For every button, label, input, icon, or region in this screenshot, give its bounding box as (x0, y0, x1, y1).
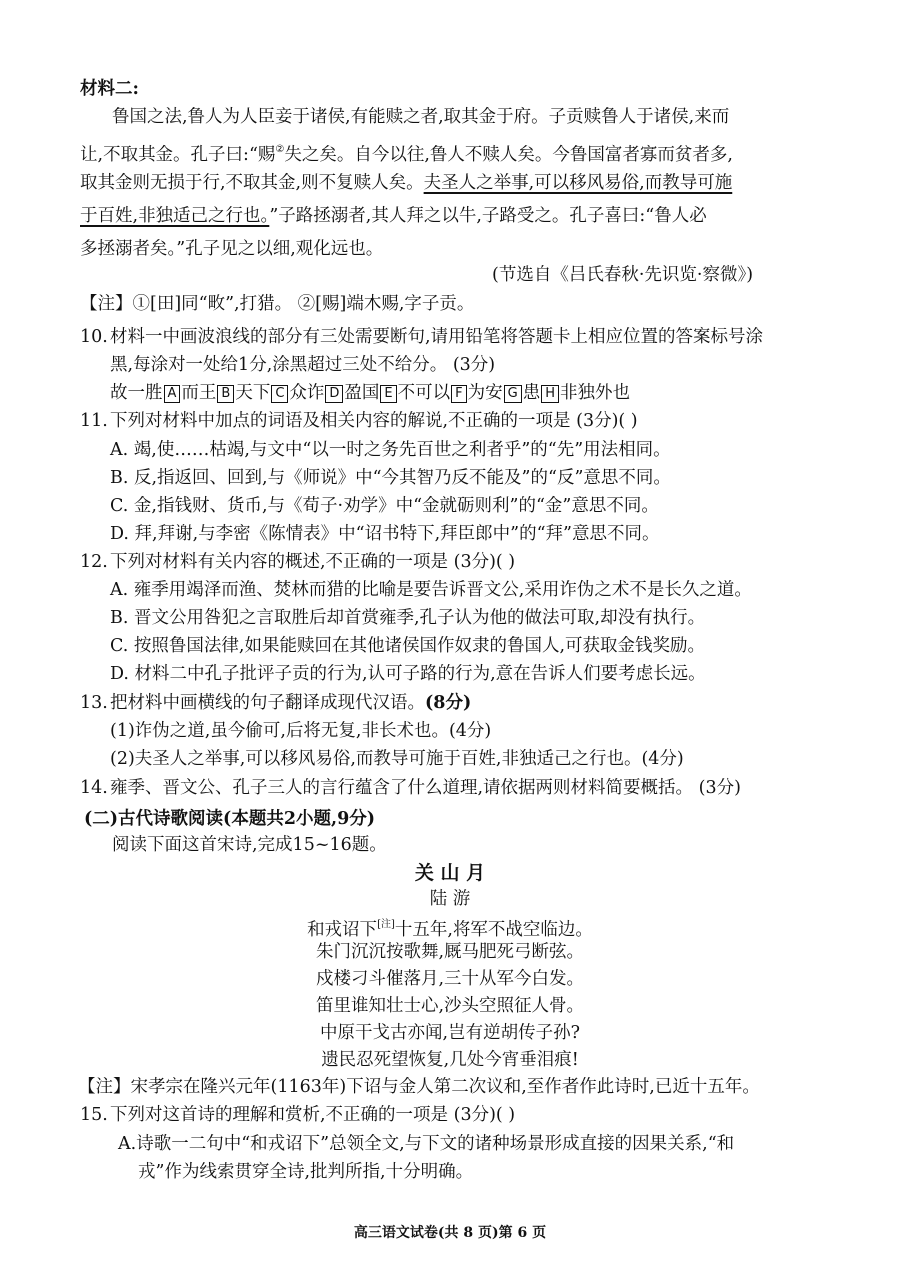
answer-label: G (504, 385, 522, 403)
source-citation: (节选自《吕氏春秋·先识览·察微》) (492, 265, 754, 285)
poem-line: 遗民忍死望恢复,几处今宵垂泪痕! (321, 1050, 579, 1070)
poem-author: 陆 游 (429, 889, 471, 909)
answer-label: E (380, 385, 396, 403)
footnote-marker: ② (275, 144, 285, 155)
answer-label: A (164, 385, 181, 403)
footnote-marker: [注] (377, 919, 395, 930)
page-footer: 高三语文试卷(共 8 页)第 6 页 (353, 1225, 547, 1241)
material-paragraph-line: 于百姓,非独适己之行也。”子路拯溺者,其人拜之以牛,子路受之。孔子喜曰:“鲁人必 (80, 206, 707, 226)
question-10-line2: 黑,每涂对一处给1分,涂黑超过三处不给分。 (3分) (110, 355, 496, 375)
option-c: C. 按照鲁国法律,如果能赎回在其他诸侯国作奴隶的鲁国人,可获取金钱奖励。 (110, 636, 706, 656)
material-paragraph-line: 鲁国之法,鲁人为人臣妾于诸侯,有能赎之者,取其金于府。子贡赎鲁人于诸侯,来而 (112, 107, 730, 127)
poem-line: 笛里谁知壮士心,沙头空照征人骨。 (315, 996, 585, 1016)
underlined-sentence: 夫圣人之举事,可以移风易俗,而教导可施 (423, 173, 733, 193)
option-a: A.诗歌一二句中“和戎诏下”总领全文,与下文的诸种场景形成直接的因果关系,“和 (118, 1134, 735, 1154)
question-10: 10. 材料一中画波浪线的部分有三处需要断句,请用铅笔将答题卡上相应位置的答案标号涂 (80, 327, 764, 347)
translation-item-1: (1)诈伪之道,虽今偷可,后将无复,非长术也。(4分) (110, 721, 492, 741)
answer-label: F (451, 385, 466, 403)
option-c: C. 金,指钱财、货币,与《荀子·劝学》中“金就砺则利”的“金”意思不同。 (110, 496, 659, 516)
option-a: A. 竭,使……枯竭,与文中“以一时之务先百世之利者乎”的“先”用法相同。 (110, 440, 671, 460)
poem-line: 戍楼刁斗催落月,三十从军今白发。 (315, 969, 585, 989)
poem-line: 中原干戈古亦闻,岂有逆胡传子孙? (320, 1023, 580, 1043)
material-note: 【注】①[田]同“畋”,打猎。 ②[赐]端木赐,字子贡。 (80, 294, 475, 314)
material-paragraph-line: 让,不取其金。孔子曰:“赐②失之矣。自今以往,鲁人不赎人矣。今鲁国富者寡而贫者多, (80, 144, 733, 165)
sentence-break-line: 故一胜 A 而王 B 天下 C 众诈 D 盈国 E 不可以 F 为安 G 患 H 非独外也 (110, 383, 630, 403)
option-b: B. 晋文公用咎犯之言取胜后却首赏雍季,孔子认为他的做法可取,却没有执行。 (110, 608, 706, 628)
section-instruction: 阅读下面这首宋诗,完成15~16题。 (112, 835, 387, 855)
answer-label: C (271, 385, 288, 403)
option-b: B. 反,指返回、回到,与《师说》中“今其智乃反不能及”的“反”意思不同。 (110, 468, 671, 488)
question-11: 11. 下列对材料中加点的词语及相关内容的解说,不正确的一项是 (3分)( ) (80, 411, 638, 431)
option-d: D. 材料二中孔子批评子贡的行为,认可子路的行为,意在告诉人们要考虑长远。 (110, 664, 706, 684)
poem-title: 关 山 月 (414, 862, 486, 884)
material-paragraph-line: 多拯溺者矣。”孔子见之以细,观化远也。 (80, 239, 384, 259)
material-paragraph-line: 取其金则无损于行,不取其金,则不复赎人矣。夫圣人之举事,可以移风易俗,而教导可施 (80, 173, 733, 193)
translation-item-2: (2)夫圣人之举事,可以移风易俗,而教导可施于百姓,非独适己之行也。(4分) (110, 749, 684, 769)
question-14: 14. 雍季、晋文公、孔子三人的言行蕴含了什么道理,请依据两则材料简要概括。 (3分) (80, 778, 741, 798)
question-12: 12. 下列对材料有关内容的概述,不正确的一项是 (3分)( ) (80, 552, 516, 572)
poem-line: 朱门沉沉按歌舞,厩马肥死弓断弦。 (315, 942, 585, 962)
question-13: 13. 把材料中画横线的句子翻译成现代汉语。(8分) (80, 693, 472, 713)
poem-line: 和戎诏下[注]十五年,将军不战空临边。 (307, 919, 593, 940)
option-a: A. 雍季用竭泽而渔、焚林而猎的比喻是要告诉晋文公,采用诈伪之术不是长久之道。 (110, 580, 752, 600)
answer-label: H (541, 385, 559, 403)
option-d: D. 拜,拜谢,与李密《陈情表》中“诏书特下,拜臣郎中”的“拜”意思不同。 (110, 524, 660, 544)
section-title: (二)古代诗歌阅读(本题共2小题,9分) (84, 809, 376, 829)
poem-note: 【注】宋孝宗在隆兴元年(1163年)下诏与金人第二次议和,至作者作此诗时,已近十五年。 (78, 1077, 760, 1097)
underlined-sentence: 于百姓,非独适己之行也。 (80, 206, 270, 226)
option-a-continued: 戎”作为线索贯穿全诗,批判所指,十分明确。 (138, 1162, 474, 1182)
answer-label: B (217, 385, 234, 403)
question-15: 15. 下列对这首诗的理解和赏析,不正确的一项是 (3分)( ) (80, 1105, 516, 1125)
answer-label: D (325, 385, 343, 403)
material-heading: 材料二: (80, 79, 139, 99)
